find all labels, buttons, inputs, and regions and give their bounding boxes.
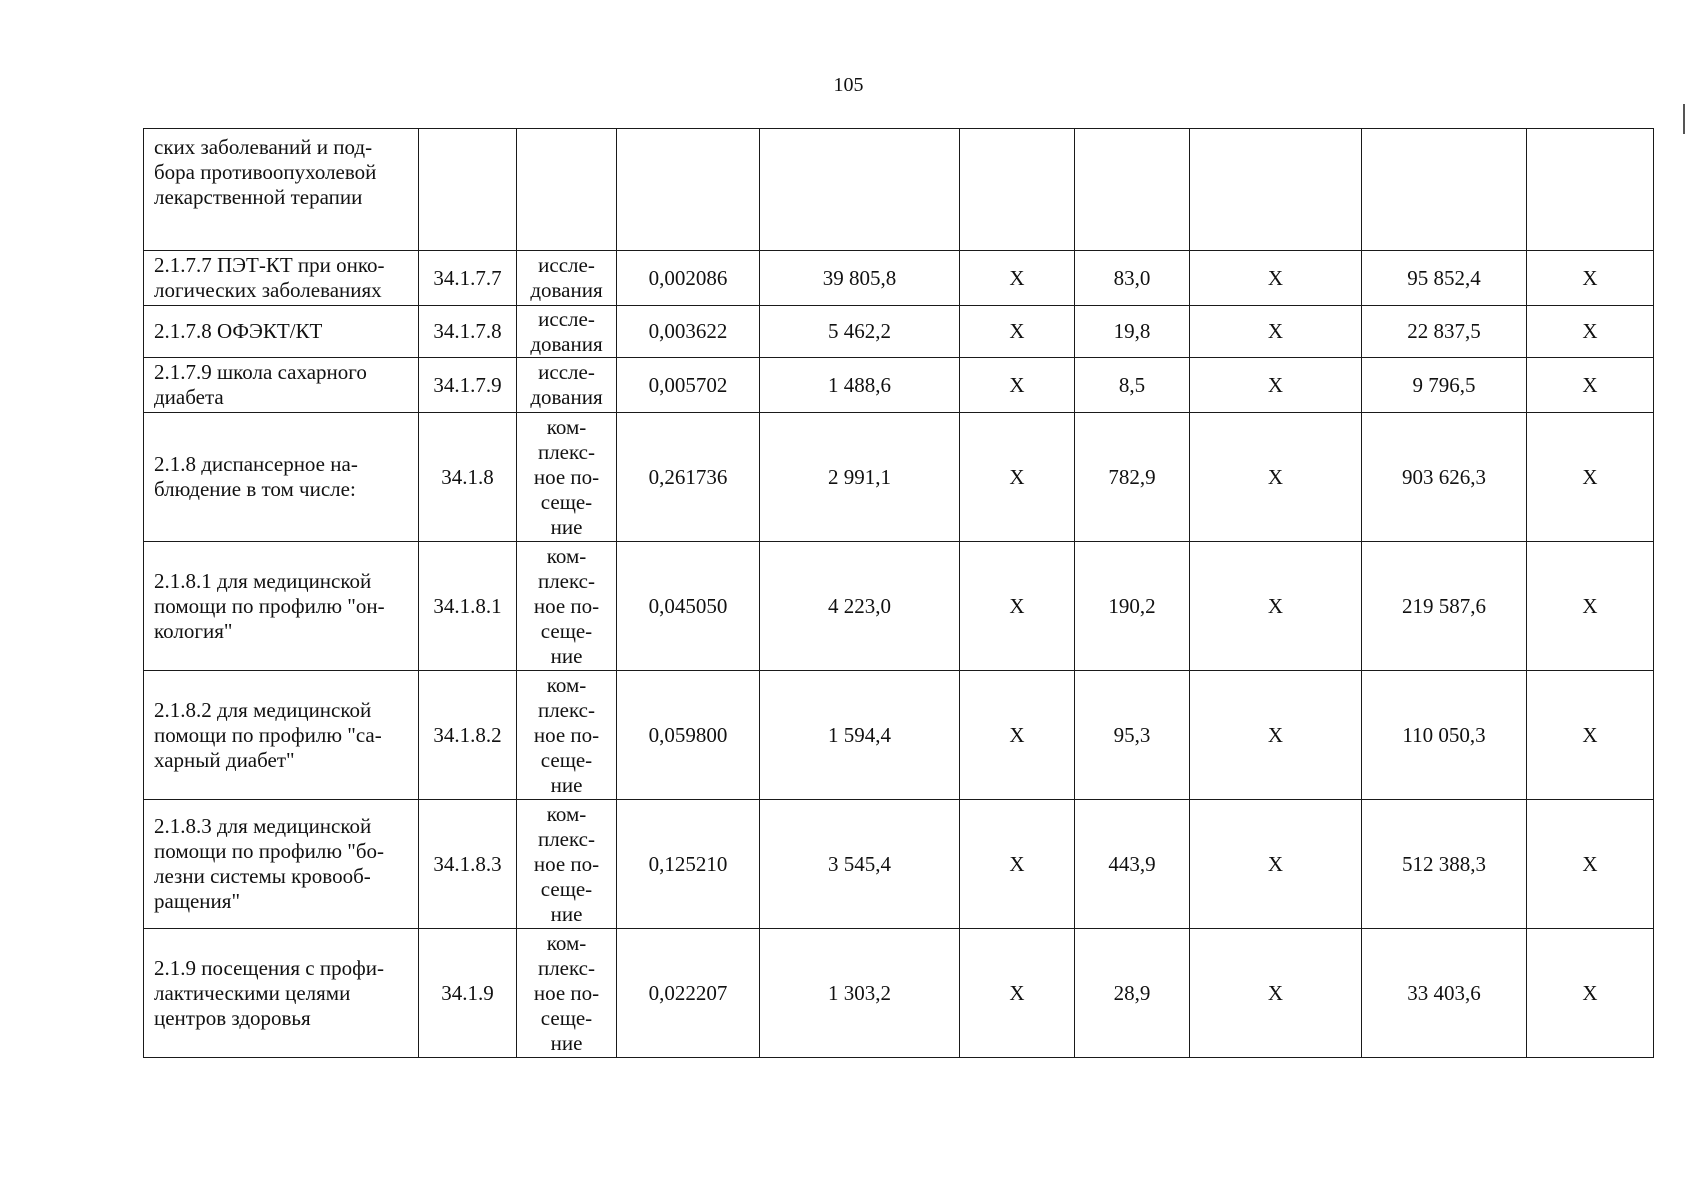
row-unit: ком- плекс- ное по- сеще- ние bbox=[517, 929, 617, 1058]
row-cost: 5 462,2 bbox=[760, 306, 960, 358]
row-col7: 95,3 bbox=[1075, 671, 1190, 800]
row-col6: Х bbox=[960, 671, 1075, 800]
row-col8: Х bbox=[1190, 800, 1362, 929]
margin-scan-mark bbox=[1683, 104, 1693, 134]
row-code: 34.1.7.7 bbox=[419, 251, 517, 306]
row-col6: Х bbox=[960, 306, 1075, 358]
row-col7: 443,9 bbox=[1075, 800, 1190, 929]
row-code bbox=[419, 129, 517, 251]
table-row bbox=[144, 358, 1654, 413]
row-name: 2.1.8 диспансерное на- блюдение в том числе: bbox=[144, 413, 419, 542]
row-col7: 19,8 bbox=[1075, 306, 1190, 358]
row-col6: Х bbox=[960, 251, 1075, 306]
table-row bbox=[144, 413, 1654, 542]
row-col7: 8,5 bbox=[1075, 358, 1190, 413]
row-name: ских заболеваний и под- бора противоопухолевой лекарственной терапии bbox=[144, 129, 419, 251]
row-col7 bbox=[1075, 129, 1190, 251]
row-norm: 0,261736 bbox=[617, 413, 760, 542]
row-col8: Х bbox=[1190, 929, 1362, 1058]
row-col10: Х bbox=[1527, 671, 1654, 800]
row-cost bbox=[760, 129, 960, 251]
row-col8: Х bbox=[1190, 413, 1362, 542]
row-col9: 219 587,6 bbox=[1362, 542, 1527, 671]
row-unit: ком- плекс- ное по- сеще- ние bbox=[517, 671, 617, 800]
table-row bbox=[144, 251, 1654, 306]
row-col8: Х bbox=[1190, 358, 1362, 413]
row-cost: 1 594,4 bbox=[760, 671, 960, 800]
row-col8: Х bbox=[1190, 671, 1362, 800]
row-norm: 0,002086 bbox=[617, 251, 760, 306]
row-norm: 0,005702 bbox=[617, 358, 760, 413]
row-unit: ком- плекс- ное по- сеще- ние bbox=[517, 800, 617, 929]
row-col9: 9 796,5 bbox=[1362, 358, 1527, 413]
data-table bbox=[143, 128, 1654, 1058]
row-col6: Х bbox=[960, 413, 1075, 542]
row-col6: Х bbox=[960, 542, 1075, 671]
table-row bbox=[144, 929, 1654, 1058]
row-col8: Х bbox=[1190, 542, 1362, 671]
row-col6: Х bbox=[960, 929, 1075, 1058]
row-col7: 190,2 bbox=[1075, 542, 1190, 671]
row-col8: Х bbox=[1190, 251, 1362, 306]
row-name: 2.1.8.3 для медицинской помощи по профилю "бо- лезни системы кровооб- ращения" bbox=[144, 800, 419, 929]
row-col7: 83,0 bbox=[1075, 251, 1190, 306]
row-col10 bbox=[1527, 129, 1654, 251]
row-cost: 39 805,8 bbox=[760, 251, 960, 306]
row-norm bbox=[617, 129, 760, 251]
row-code: 34.1.8.1 bbox=[419, 542, 517, 671]
row-code: 34.1.9 bbox=[419, 929, 517, 1058]
row-norm: 0,125210 bbox=[617, 800, 760, 929]
row-unit bbox=[517, 129, 617, 251]
row-col9: 110 050,3 bbox=[1362, 671, 1527, 800]
row-name: 2.1.7.7 ПЭТ-КТ при онко- логических заболеваниях bbox=[144, 251, 419, 306]
row-col8: Х bbox=[1190, 306, 1362, 358]
row-norm: 0,059800 bbox=[617, 671, 760, 800]
row-unit: ком- плекс- ное по- сеще- ние bbox=[517, 413, 617, 542]
row-col9 bbox=[1362, 129, 1527, 251]
row-col9: 95 852,4 bbox=[1362, 251, 1527, 306]
row-col10: Х bbox=[1527, 306, 1654, 358]
row-col10: Х bbox=[1527, 413, 1654, 542]
row-unit: иссле- дования bbox=[517, 306, 617, 358]
row-col10: Х bbox=[1527, 800, 1654, 929]
row-col10: Х bbox=[1527, 358, 1654, 413]
row-col6 bbox=[960, 129, 1075, 251]
row-col6: Х bbox=[960, 358, 1075, 413]
table-row bbox=[144, 129, 1654, 251]
row-col7: 782,9 bbox=[1075, 413, 1190, 542]
row-col9: 22 837,5 bbox=[1362, 306, 1527, 358]
row-col10: Х bbox=[1527, 542, 1654, 671]
row-code: 34.1.7.8 bbox=[419, 306, 517, 358]
row-name: 2.1.7.8 ОФЭКТ/КТ bbox=[144, 306, 419, 358]
row-col7: 28,9 bbox=[1075, 929, 1190, 1058]
table-row bbox=[144, 671, 1654, 800]
row-cost: 3 545,4 bbox=[760, 800, 960, 929]
row-unit: иссле- дования bbox=[517, 358, 617, 413]
row-col10: Х bbox=[1527, 929, 1654, 1058]
row-name: 2.1.8.1 для медицинской помощи по профилю "он- кология" bbox=[144, 542, 419, 671]
row-norm: 0,003622 bbox=[617, 306, 760, 358]
row-norm: 0,045050 bbox=[617, 542, 760, 671]
row-code: 34.1.7.9 bbox=[419, 358, 517, 413]
row-cost: 2 991,1 bbox=[760, 413, 960, 542]
row-cost: 1 303,2 bbox=[760, 929, 960, 1058]
row-code: 34.1.8 bbox=[419, 413, 517, 542]
row-name: 2.1.9 посещения с профи- лактическими целями центров здоровья bbox=[144, 929, 419, 1058]
row-unit: иссле- дования bbox=[517, 251, 617, 306]
row-cost: 4 223,0 bbox=[760, 542, 960, 671]
row-cost: 1 488,6 bbox=[760, 358, 960, 413]
page-number: 105 bbox=[833, 74, 864, 96]
table-row bbox=[144, 800, 1654, 929]
row-col8 bbox=[1190, 129, 1362, 251]
row-name: 2.1.8.2 для медицинской помощи по профилю "са- харный диабет" bbox=[144, 671, 419, 800]
row-unit: ком- плекс- ное по- сеще- ние bbox=[517, 542, 617, 671]
row-col10: Х bbox=[1527, 251, 1654, 306]
row-col9: 903 626,3 bbox=[1362, 413, 1527, 542]
row-norm: 0,022207 bbox=[617, 929, 760, 1058]
row-code: 34.1.8.3 bbox=[419, 800, 517, 929]
row-col9: 512 388,3 bbox=[1362, 800, 1527, 929]
row-col9: 33 403,6 bbox=[1362, 929, 1527, 1058]
row-code: 34.1.8.2 bbox=[419, 671, 517, 800]
row-name: 2.1.7.9 школа сахарного диабета bbox=[144, 358, 419, 413]
table-row bbox=[144, 542, 1654, 671]
table-row bbox=[144, 306, 1654, 358]
row-col6: Х bbox=[960, 800, 1075, 929]
